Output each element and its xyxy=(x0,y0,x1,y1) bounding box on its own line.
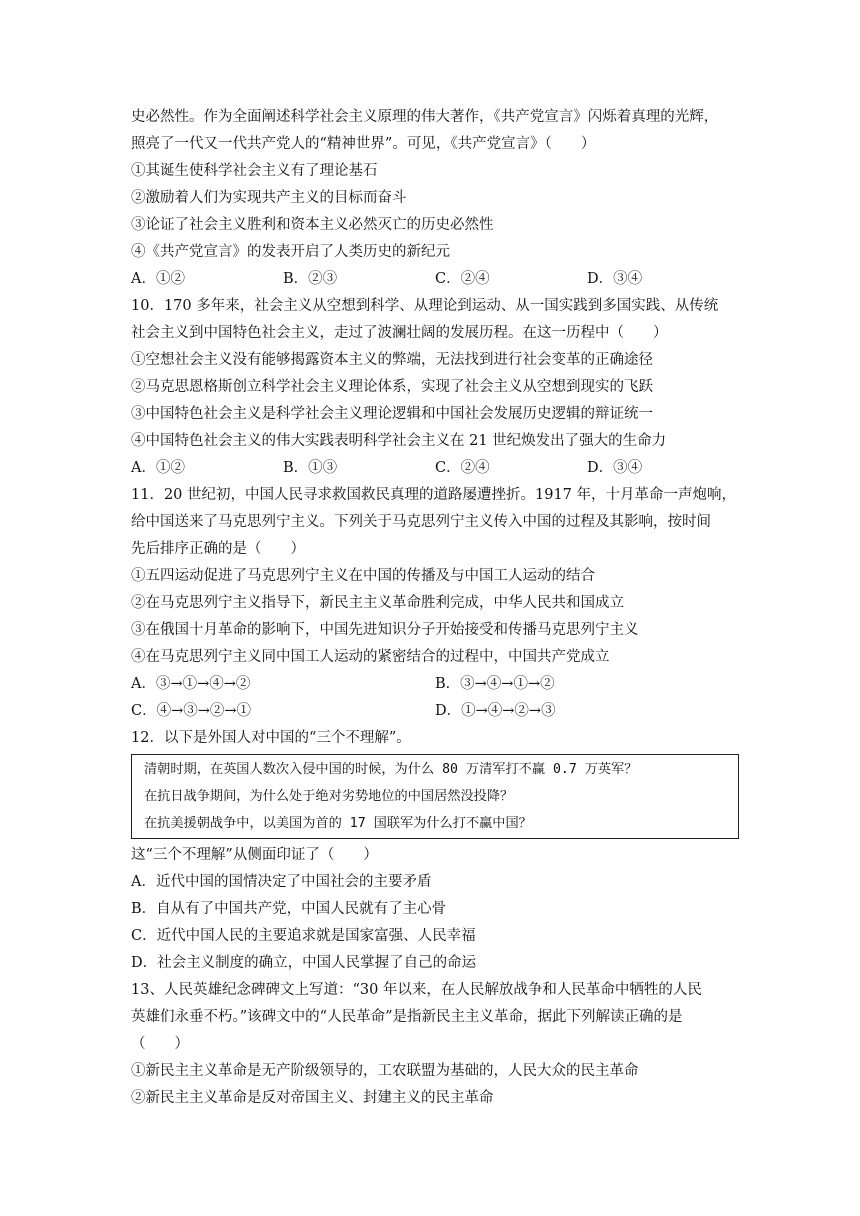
answer-options-row-2 xyxy=(131,698,741,725)
statement-2: ②在马克思列宁主义指导下，新民主主义革命胜利完成，中华人民共和国成立 xyxy=(131,595,624,611)
question-stem-line: 11．20 世纪初，中国人民寻求救国救民真理的道路屡遭挫折。1917 年，十月革命一声炮响， xyxy=(131,487,737,503)
question-stem-line: 史必然性。作为全面阐述科学社会主义原理的伟大著作，《共产党宣言》闪烁着真理的光辉， xyxy=(131,109,719,125)
question-stem-line: 照亮了一代又一代共产党人的“精神世界”。可见，《共产党宣言》（ ） xyxy=(131,136,596,152)
statement-3: ③中国特色社会主义是科学社会主义理论逻辑和中国社会发展历史逻辑的辩证统一 xyxy=(131,406,653,422)
statement-1: ①新民主主义革命是无产阶级领导的，工农联盟为基础的，人民大众的民主革命 xyxy=(131,1063,639,1079)
option-b: B．①③ xyxy=(283,460,338,476)
question-stem: 12．以下是外国人对中国的“三个不理解”。 xyxy=(131,730,411,746)
answer-options xyxy=(131,266,741,293)
material-line-1: 清朝时期，在英国人数次入侵中国的时候，为什么 80 万清军打不赢 0.7 万英军？ xyxy=(144,762,638,777)
statement-2: ②激励着人们为实现共产主义的目标而奋斗 xyxy=(131,190,407,206)
question-12 xyxy=(131,725,741,977)
statement-3: ③在俄国十月革命的影响下，中国先进知识分子开始接受和传播马克思列宁主义 xyxy=(131,622,639,638)
material-line-2: 在抗日战争期间，为什么处于绝对劣势地位的中国居然没投降？ xyxy=(144,789,514,804)
statement-3: ③论证了社会主义胜利和资本主义必然灭亡的历史必然性 xyxy=(131,217,494,233)
question-11 xyxy=(131,482,741,725)
question-stem-line: 10．170 多年来，社会主义从空想到科学、从理论到运动、从一国实践到多国实践、从传统 xyxy=(131,298,719,314)
statement-2: ②新民主主义革命是反对帝国主义、封建主义的民主革命 xyxy=(131,1090,494,1106)
question-stem-line: （ ） xyxy=(131,1036,189,1052)
question-prompt: 这“三个不理解”从侧面印证了（ ） xyxy=(131,847,378,863)
option-a: A．①② xyxy=(131,271,185,287)
option-c: C．②④ xyxy=(435,460,490,476)
statement-4: ④在马克思列宁主义同中国工人运动的紧密结合的过程中，中国共产党成立 xyxy=(131,649,610,665)
material-line-3: 在抗美援朝战争中，以美国为首的 17 国联军为什么打不赢中国？ xyxy=(144,816,532,831)
option-c: C．②④ xyxy=(435,271,490,287)
option-d: D．③④ xyxy=(587,460,643,476)
question-stem-line: 给中国送来了马克思列宁主义。下列关于马克思列宁主义传入中国的过程及其影响，按时间 xyxy=(131,514,711,530)
statement-1: ①其诞生使科学社会主义有了理论基石 xyxy=(131,163,378,179)
answer-options xyxy=(131,455,741,482)
statement-2: ②马克思恩格斯创立科学社会主义理论体系，实现了社会主义从空想到现实的飞跃 xyxy=(131,379,653,395)
exam-page xyxy=(131,104,741,1112)
option-d: D．①→④→②→③ xyxy=(435,703,556,719)
statement-4: ④中国特色社会主义的伟大实践表明科学社会主义在 21 世纪焕发出了强大的生命力 xyxy=(131,433,667,449)
option-b: B．②③ xyxy=(283,271,338,287)
question-stem-line: 社会主义到中国特色社会主义，走过了波澜壮阔的发展历程。在这一历程中（ ） xyxy=(131,325,668,341)
question-10 xyxy=(131,293,741,482)
question-stem-line: 13、人民英雄纪念碑碑文上写道：“30 年以来，在人民解放战争和人民革命中牺牲的人民 xyxy=(131,982,702,998)
question-stem-line: 英雄们永垂不朽。”该碑文中的“人民革命”是指新民主主义革命，据此下列解读正确的是 xyxy=(131,1009,683,1025)
choice-b: B．自从有了中国共产党，中国人民就有了主心骨 xyxy=(131,901,447,917)
answer-options-row-1 xyxy=(131,671,741,698)
choice-a: A．近代中国的国情决定了中国社会的主要矛盾 xyxy=(131,874,432,890)
choice-d: D．社会主义制度的确立，中国人民掌握了自己的命运 xyxy=(131,955,477,971)
option-a: A．③→①→④→② xyxy=(131,676,251,692)
statement-4: ④《共产党宣言》的发表开启了人类历史的新纪元 xyxy=(131,244,450,260)
option-b: B．③→④→①→② xyxy=(435,676,555,692)
option-c: C．④→③→②→① xyxy=(131,703,252,719)
material-box xyxy=(131,754,739,839)
question-9 xyxy=(131,104,741,293)
option-d: D．③④ xyxy=(587,271,643,287)
question-stem-line: 先后排序正确的是（ ） xyxy=(131,541,305,557)
option-a: A．①② xyxy=(131,460,185,476)
question-13 xyxy=(131,977,741,1112)
statement-1: ①空想社会主义没有能够揭露资本主义的弊端，无法找到进行社会变革的正确途径 xyxy=(131,352,653,368)
statement-1: ①五四运动促进了马克思列宁主义在中国的传播及与中国工人运动的结合 xyxy=(131,568,595,584)
choice-c: C．近代中国人民的主要追求就是国家富强、人民幸福 xyxy=(131,928,476,944)
